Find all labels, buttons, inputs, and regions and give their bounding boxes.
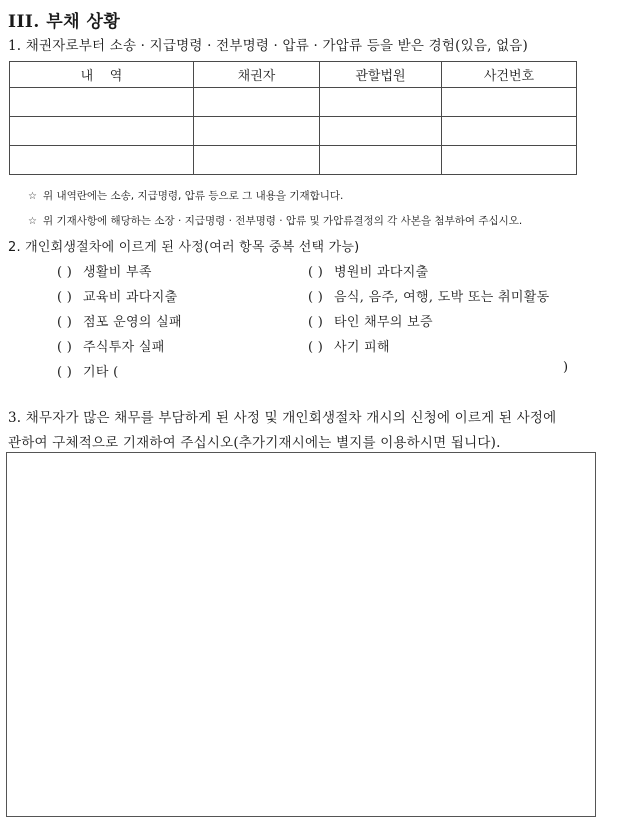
- header-details: 내 역: [10, 62, 194, 88]
- checkbox-marker[interactable]: ( ): [308, 290, 324, 305]
- option-label: 점포 운영의 실패: [83, 315, 182, 330]
- header-case-number: 사건번호: [442, 62, 577, 88]
- checkbox-marker[interactable]: ( ): [57, 265, 73, 280]
- option-label: 사기 피해: [334, 340, 390, 355]
- checkbox-marker[interactable]: ( ): [57, 340, 73, 355]
- option-guarantee-debt[interactable]: [308, 311, 433, 330]
- cell-creditor[interactable]: [194, 117, 320, 146]
- table-row: [10, 88, 577, 117]
- option-label: 기타 (: [83, 365, 119, 380]
- cell-court[interactable]: [320, 117, 442, 146]
- option-stock-loss[interactable]: [57, 336, 165, 355]
- note-2-text: 위 기재사항에 해당하는 소장 · 지급명령 · 전부명령 · 압류 및 가압류결정의 각 사본을 첨부하여 주십시오.: [42, 215, 523, 227]
- table-header-row: [10, 62, 577, 88]
- table-row: [10, 117, 577, 146]
- cell-creditor[interactable]: [194, 88, 320, 117]
- section-title: III. 부채 상황: [8, 12, 121, 32]
- option-label: 병원비 과다지출: [334, 265, 429, 280]
- header-court: 관할법원: [320, 62, 442, 88]
- litigation-history-table: [9, 61, 577, 175]
- cell-details[interactable]: [10, 117, 194, 146]
- checkbox-marker[interactable]: ( ): [57, 365, 73, 380]
- cell-details[interactable]: [10, 88, 194, 117]
- note-1-text: 위 내역란에는 소송, 지급명령, 압류 등으로 그 내용을 기재합니다.: [42, 190, 344, 202]
- cell-case-number[interactable]: [442, 88, 577, 117]
- option-leisure-gambling[interactable]: [308, 286, 549, 305]
- star-icon: ☆: [28, 191, 37, 202]
- option-label: 음식, 음주, 여행, 도박 또는 취미활동: [334, 290, 550, 305]
- question-3-heading-line1: 3. 채무자가 많은 채무를 부담하게 된 사정 및 개인회생절차 개시의 신청에 이르게 된 사정에: [8, 410, 557, 426]
- question-2-heading: 2. 개인회생절차에 이르게 된 사정(여러 항목 중복 선택 가능): [8, 240, 360, 255]
- checkbox-marker[interactable]: ( ): [308, 340, 324, 355]
- circumstances-answer-box[interactable]: [6, 452, 596, 817]
- header-creditor: 채권자: [194, 62, 320, 88]
- option-business-failure[interactable]: [57, 311, 182, 330]
- option-label: 주식투자 실패: [83, 340, 165, 355]
- cell-details[interactable]: [10, 146, 194, 175]
- note-1: [28, 188, 343, 203]
- checkbox-marker[interactable]: ( ): [57, 290, 73, 305]
- table-row: [10, 146, 577, 175]
- option-other[interactable]: [57, 361, 119, 380]
- cell-court[interactable]: [320, 88, 442, 117]
- option-medical-expenses[interactable]: [308, 261, 428, 280]
- cell-creditor[interactable]: [194, 146, 320, 175]
- cell-court[interactable]: [320, 146, 442, 175]
- option-label: 교육비 과다지출: [83, 290, 178, 305]
- option-label: 생활비 부족: [83, 265, 152, 280]
- question-3-heading-line2: 관하여 구체적으로 기재하여 주십시오(추가기재시에는 별지를 이용하시면 됩니다).: [8, 435, 501, 451]
- option-fraud-victim[interactable]: [308, 336, 390, 355]
- cell-case-number[interactable]: [442, 117, 577, 146]
- checkbox-marker[interactable]: ( ): [308, 315, 324, 330]
- note-2: [28, 213, 522, 228]
- option-living-expenses[interactable]: [57, 261, 152, 280]
- checkbox-marker[interactable]: ( ): [57, 315, 73, 330]
- option-education-expenses[interactable]: [57, 286, 177, 305]
- option-label: 타인 채무의 보증: [334, 315, 433, 330]
- star-icon: ☆: [28, 216, 37, 227]
- cell-case-number[interactable]: [442, 146, 577, 175]
- question-1-heading: 1. 채권자로부터 소송 · 지급명령 · 전부명령 · 압류 · 가압류 등을 받은 경험(있음, 없음): [8, 38, 529, 54]
- checkbox-marker[interactable]: ( ): [308, 265, 324, 280]
- other-close-paren: ): [563, 360, 569, 375]
